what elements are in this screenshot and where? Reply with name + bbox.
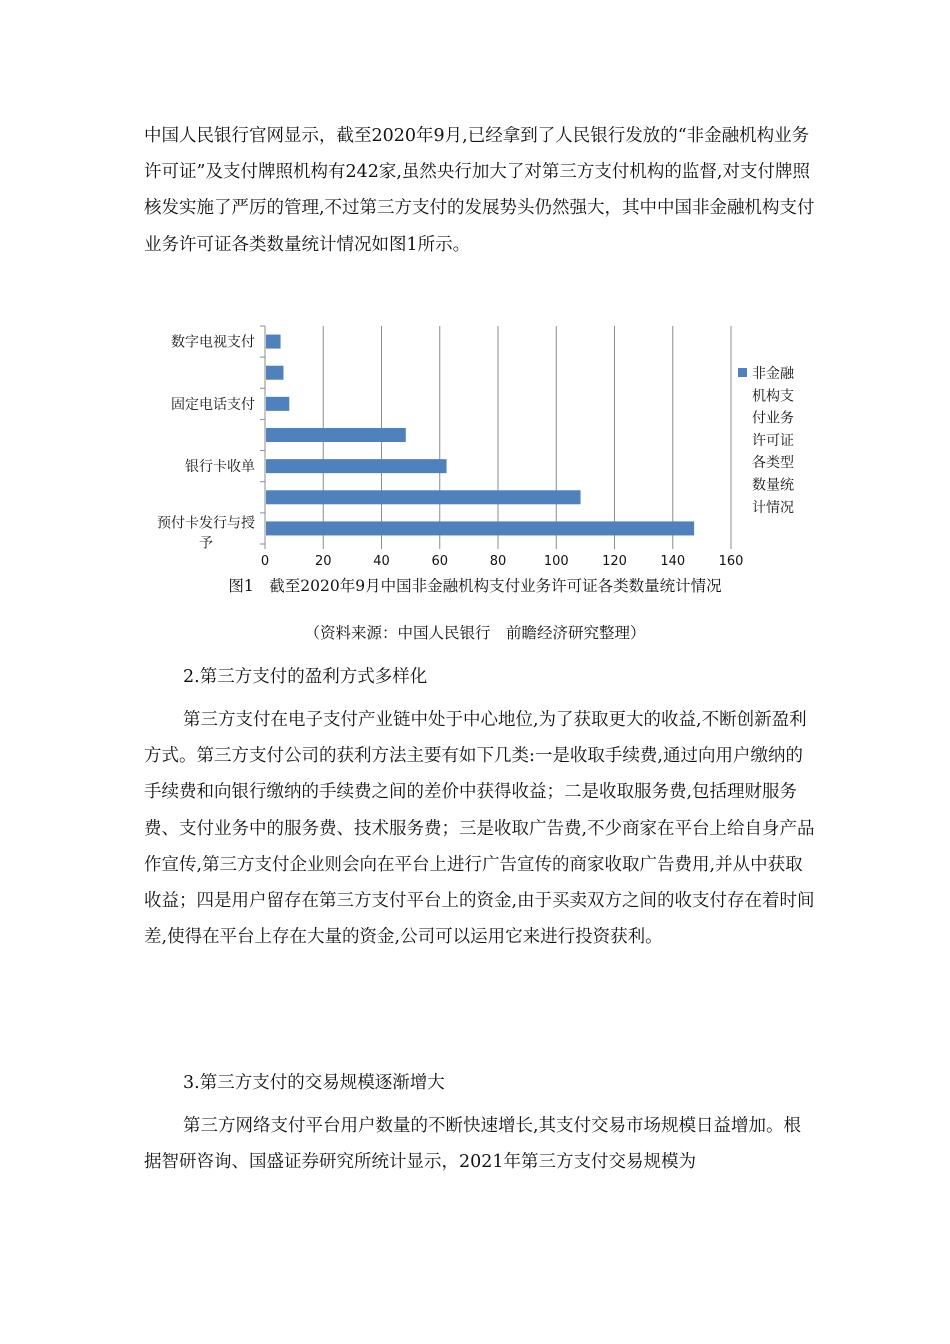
x-tick-label: 120: [602, 554, 627, 569]
bar: [266, 397, 289, 411]
section2-heading: 2.第三方支付的盈利方式多样化: [183, 667, 428, 687]
bar-chart: [130, 312, 830, 574]
figure-source: （资料来源：中国人民银行 前瞻经济研究整理）: [304, 624, 646, 642]
legend-label-line: 机构支: [752, 388, 794, 405]
chart-legend: [738, 366, 795, 516]
legend-swatch: [738, 368, 747, 377]
x-tick-label: 20: [314, 554, 332, 569]
x-tick-label: 100: [543, 554, 569, 569]
bar: [266, 521, 694, 535]
x-tick-label: 40: [373, 554, 390, 569]
legend-label-line: 各类型: [752, 455, 794, 472]
x-tick-label: 60: [431, 554, 449, 569]
legend-label-line: 许可证: [752, 432, 794, 449]
legend-label-line: 非金融: [752, 366, 794, 382]
bar: [266, 459, 447, 473]
legend-label-line: 计情况: [752, 499, 794, 516]
category-label: 银行卡收单: [185, 459, 255, 476]
section2-paragraph: 第三方支付在电子支付产业链中处于中心地位,为了获取更大的收益,不断创新盈利方式。第三方支付公司的获利方法主要有如下几类:一是收取手续费,通过向用户缴纳的手续费和向银行缴纳的手续费之间的差价中获得收益；二是收取服务费,包括理财服务费、支付业务中的服务费、技术服务费；三是收取广告费,不少商家在平台上给自身产品作宣传,第三方支付企业则会向在平台上进行广告宣传的商家收取广告费用,并从中获取收益；四是用户留存在第三方支付平台上的资金,由于买卖双方之间的收支付存在着时间差,使得在平台上存在大量的资金,公司可以运用它来进行投资获利。: [144, 710, 815, 948]
category-label-wrap: 予: [199, 535, 213, 552]
bar: [266, 335, 281, 349]
category-label: 预付卡发行与授: [157, 515, 255, 532]
category-label: 数字电视支付: [171, 334, 255, 351]
x-tick-label: 160: [718, 554, 744, 569]
legend-label-line: 付业务: [752, 410, 794, 427]
x-tick-label: 0: [260, 554, 270, 569]
bar: [266, 366, 283, 380]
section3-heading: 3.第三方支付的交易规模逐渐增大: [183, 1073, 445, 1093]
chart-category-labels: [157, 334, 255, 552]
bar: [266, 490, 581, 504]
bar: [266, 428, 406, 442]
x-tick-label: 140: [660, 554, 686, 569]
category-label: 固定电话支付: [171, 396, 255, 413]
figure-caption: 图1 截至2020年9月中国非金融机构支付业务许可证各类数量统计情况: [228, 577, 722, 595]
intro-paragraph: 中国人民银行官网显示，截至2020年9月,已经拿到了人民银行发放的“非金融机构业务许可证”及支付牌照机构有242家,虽然央行加大了对第三方支付机构的监督,对支付牌照核发实施了严厉的管理,不过第三方支付的发展势头仍然强大，其中中国非金融机构支付业务许可证各类数量统计情况如图1所示。: [144, 126, 815, 255]
chart-x-tick-labels: [261, 554, 744, 569]
x-tick-label: 80: [489, 554, 507, 569]
chart-bars: [266, 335, 694, 536]
section3-paragraph: 第三方网络支付平台用户数量的不断快速增长,其支付交易市场规模日益增加。根据智研咨询、国盛证券研究所统计显示，2021年第三方支付交易规模为: [144, 1116, 802, 1173]
legend-label-line: 数量统: [752, 477, 794, 494]
